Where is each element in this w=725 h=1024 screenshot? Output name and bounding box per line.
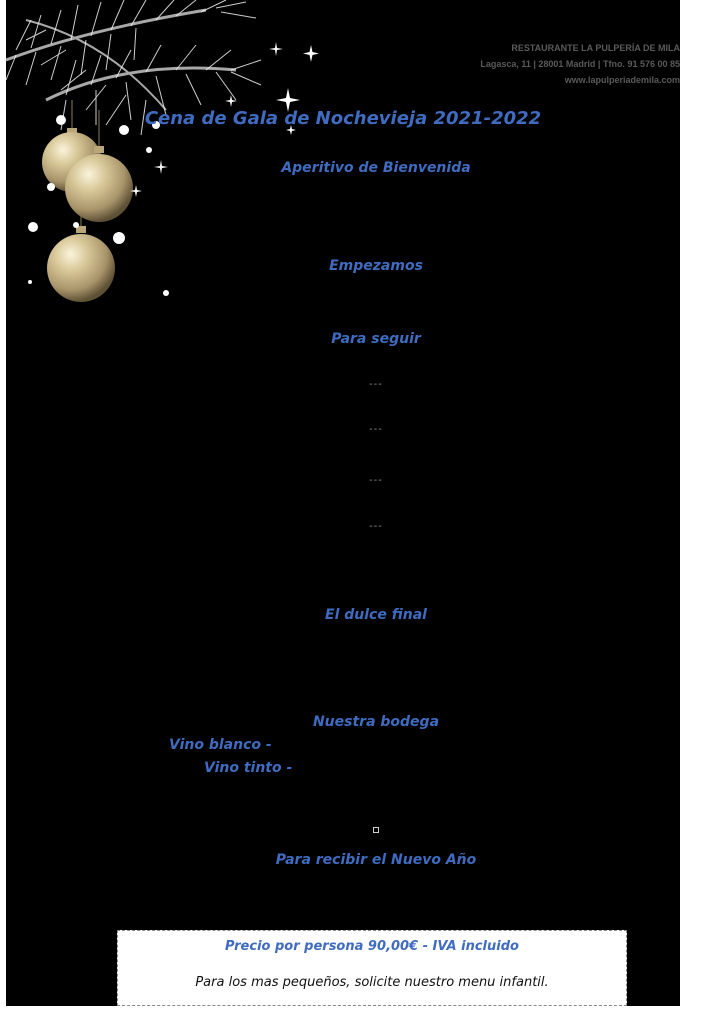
- restaurant-website[interactable]: www.lapulperiademila.com: [564, 75, 680, 85]
- menu-page: [6, 0, 680, 1006]
- dish-placeholder: ---: [369, 475, 383, 486]
- wine-red: Vino tinto -: [204, 760, 293, 776]
- dish-placeholder: ---: [369, 521, 383, 532]
- pine-branch-icon: [6, 10, 236, 110]
- restaurant-header: [380, 40, 680, 88]
- kids-menu-note: Para los mas pequeños, solicite nuestro menu infantil.: [195, 975, 549, 990]
- section-cellar: Nuestra bodega: [312, 714, 440, 730]
- section-dessert: El dulce final: [325, 607, 427, 623]
- section-newyear: Para recibir el Nuevo Año: [275, 852, 477, 868]
- page-title: Cena de Gala de Nochevieja 2021-2022: [144, 108, 542, 129]
- section-start: Empezamos: [329, 258, 423, 274]
- restaurant-name: RESTAURANTE LA PULPERÍA DE MILA: [511, 43, 680, 53]
- dish-placeholder: ---: [369, 379, 383, 390]
- price-text: Precio por persona 90,00€ - IVA incluido: [225, 939, 519, 954]
- price-box: [117, 930, 627, 1006]
- bullet-square-icon: [373, 827, 379, 833]
- section-follow: Para seguir: [331, 331, 421, 347]
- wine-white: Vino blanco -: [169, 737, 272, 753]
- restaurant-address: Lagasca, 11 | 28001 Madrid | Tfno. 91 576 00 85: [480, 59, 680, 69]
- dish-placeholder: ---: [369, 424, 383, 435]
- section-welcome: Aperitivo de Bienvenida: [281, 160, 471, 176]
